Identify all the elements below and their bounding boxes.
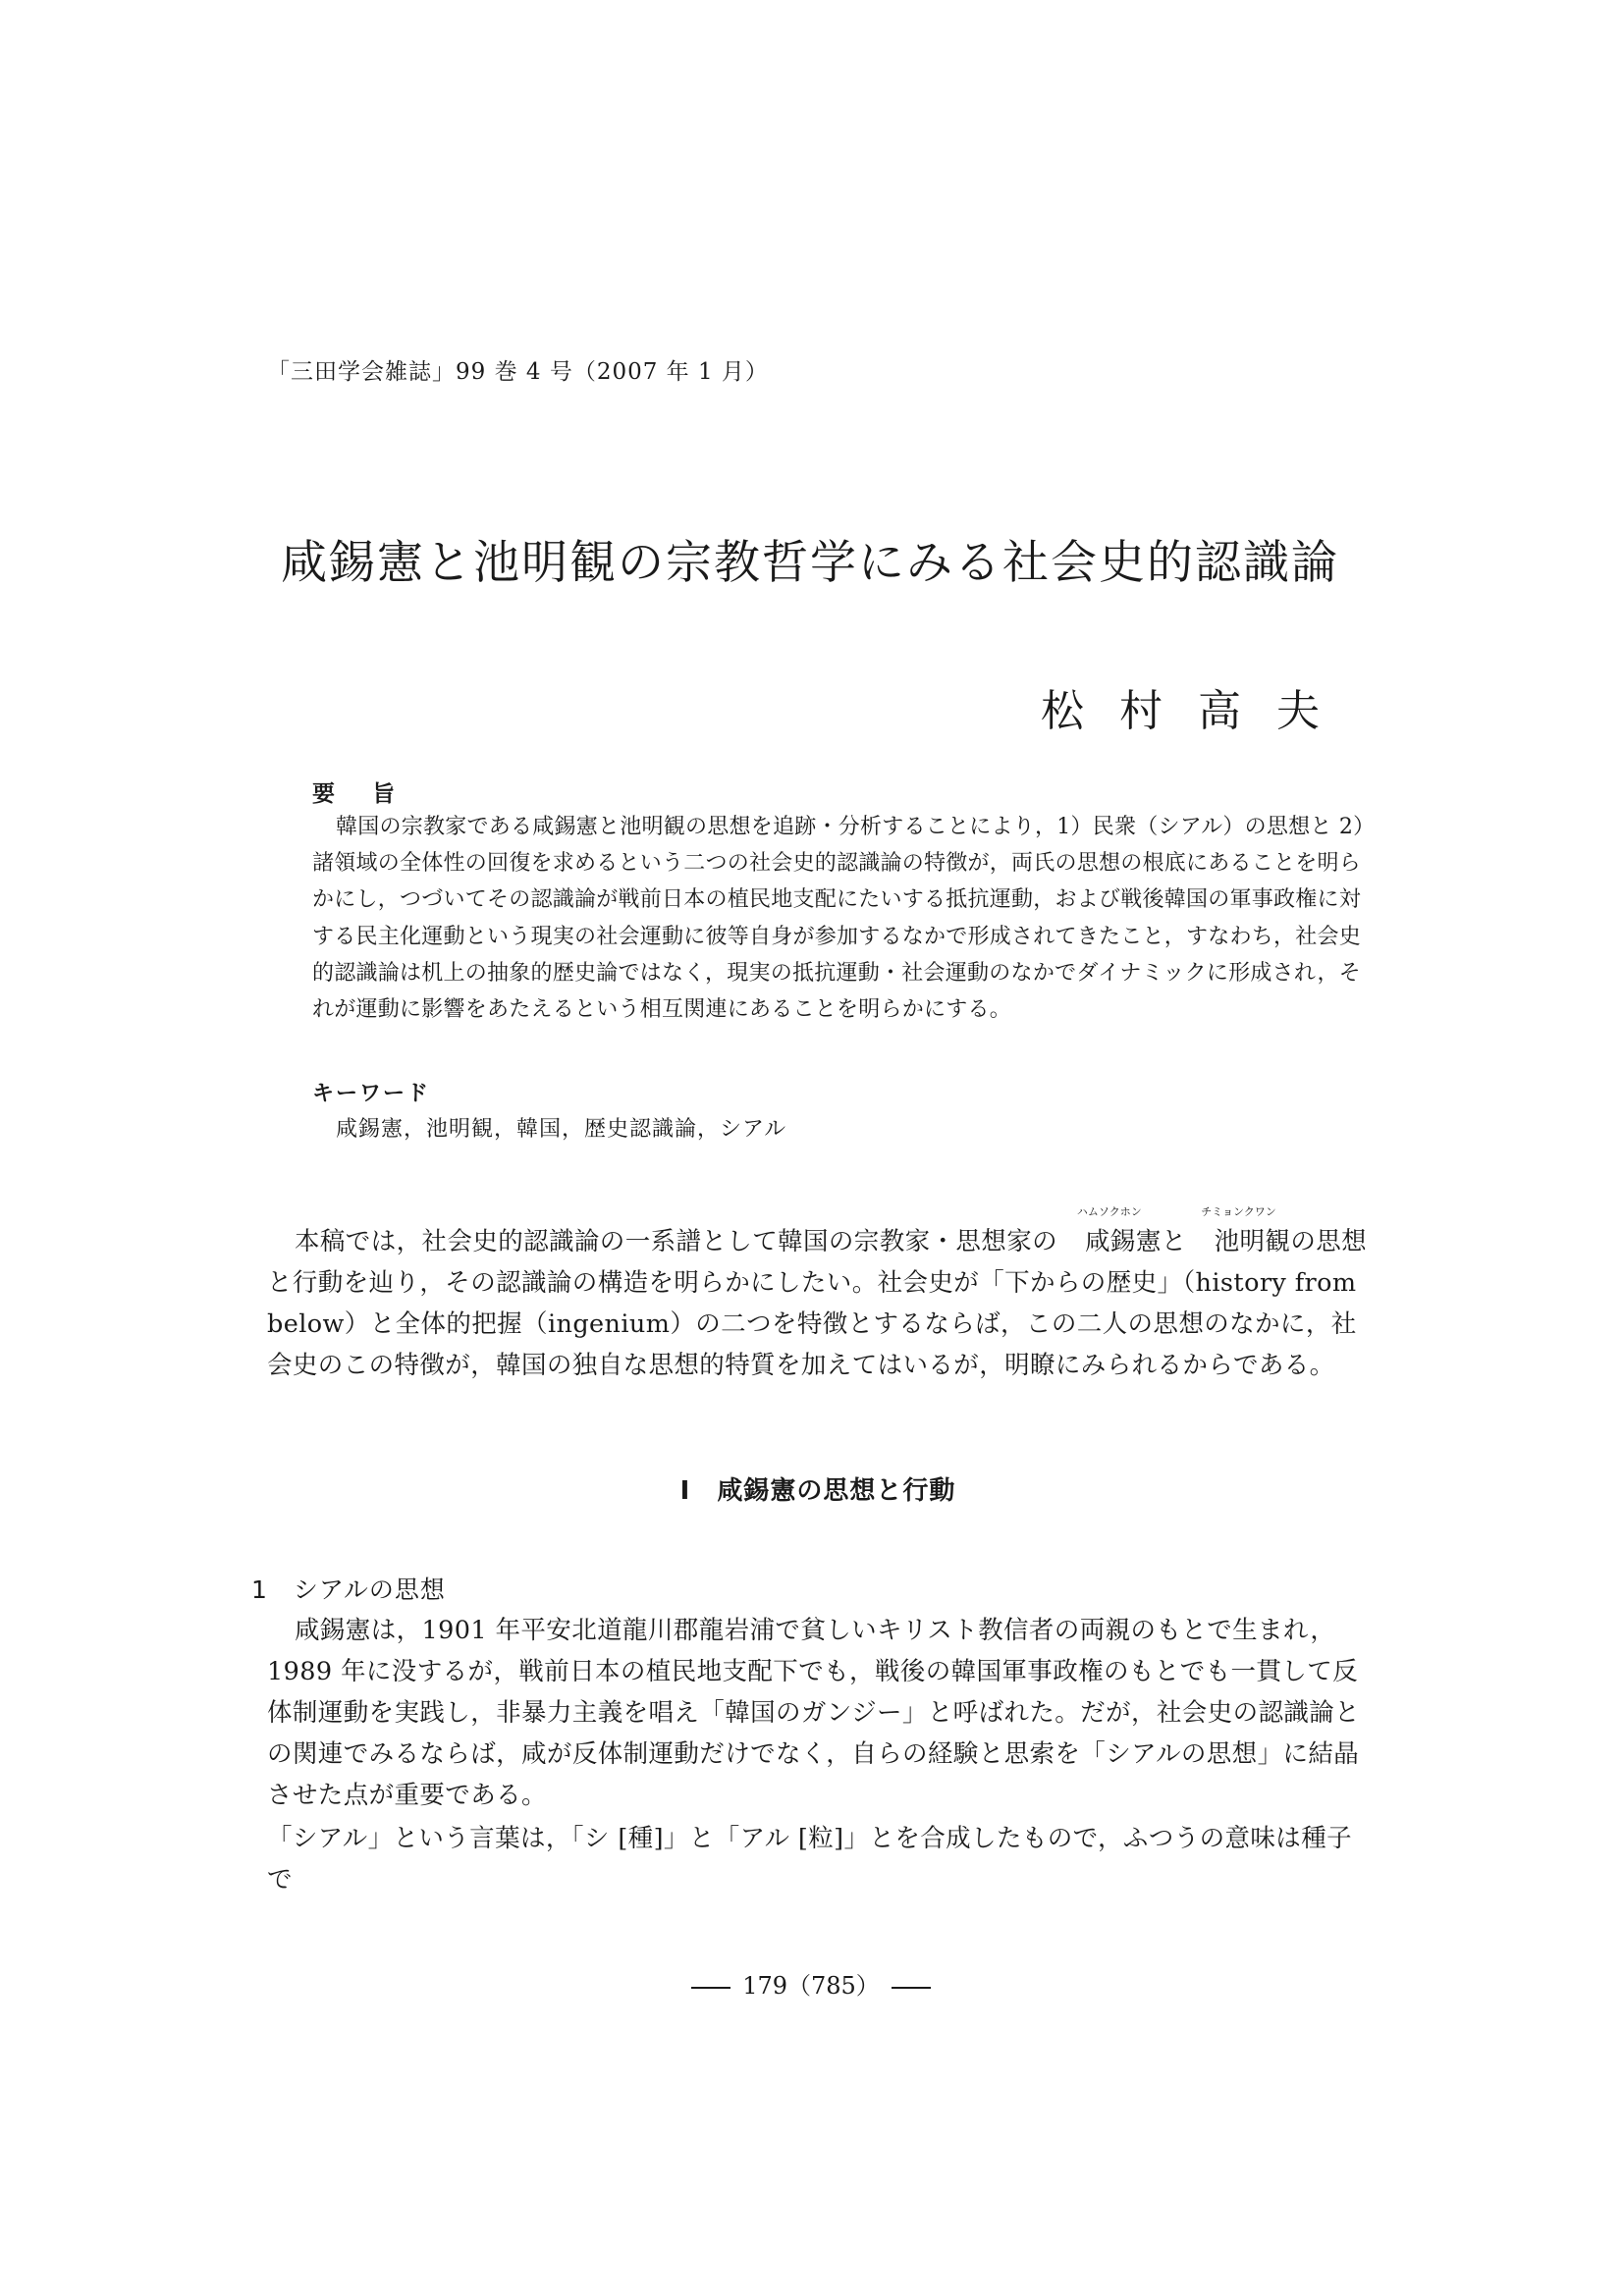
keywords-list: 咸錫憲，池明観，韓国，歴史認識論，シアル [336,1117,787,1142]
name-chi-myong-kwan-kanji: 池明観 [1214,1227,1291,1256]
ruby-ham-sok-hon: ハムソクホン [1076,1205,1142,1218]
intro-paragraph [267,1205,1369,1386]
paper-title: 咸錫憲と池明観の宗教哲学にみる社会史的認識論 [281,536,1339,590]
name-ham-sok-hon-kanji: 咸錫憲 [1085,1227,1162,1256]
journal-citation: 「三田学会雑誌」99 巻 4 号（2007 年 1 月） [267,359,769,385]
page-number: 179（785） [742,1972,880,2000]
keywords-heading: キーワード [312,1082,431,1106]
name-chi-myong-kwan [1187,1205,1291,1262]
intro-text-part1: 本稿では，社会史的認識論の一系譜として韓国の宗教家・思想家の [295,1227,1058,1256]
footer-dash-right [892,1987,931,1989]
intro-connector: と [1161,1227,1187,1256]
body-paragraph-1: 咸錫憲は，1901 年平安北道龍川郡龍岩浦で貧しいキリスト教信者の両親のもとで生まれ，1989 年に没するが，戦前日本の植民地支配下でも，戦後の韓国軍事政権のもとでも一貫して反体制運動を実践し，非暴力主義を唱え「韓国のガンジー」と呼ばれた。だが，社会史の認識論との関連でみるならば，咸が反体制運動だけでなく，自らの経験と思索を「シアルの思想」に結晶させた点が重要である。 [267,1616,1361,1810]
body-paragraph-2: 「シアル」という言葉は，「シ [種]」と「アル [粒]」とを合成したもので，ふつうの意味は種子で [267,1824,1353,1895]
abstract-body: 韓国の宗教家である咸錫憲と池明観の思想を追跡・分析することにより，1）民衆（シアル）の思想と 2）諸領域の全体性の回復を求めるという二つの社会史的認識論の特徴が，両氏の思想の根底にあることを明らかにし，つづいてその認識論が戦前日本の植民地支配にたいする抵抗運動，および戦後韓国の軍事政権に対する民主化運動という現実の社会運動に彼等自身が参加するなかで形成されてきたこと，すなわち，社会史的認識論は机上の抽象的歴史論ではなく，現実の抵抗運動・社会運動のなかでダイナミックに形成され，それが運動に影響をあたえるという相互関連にあることを明らかにする。 [312,815,1365,1023]
name-ham-sok-hon [1057,1205,1162,1262]
footer-dash-left [691,1987,730,1989]
page-footer [664,1966,958,2001]
section-heading: I 咸錫憲の思想と行動 [679,1476,956,1506]
intro-text-part2: の思想と行動を辿り，その認識論の構造を明らかにしたい。社会史が「下からの歴史」（history from below）と全体的把握（ingenium）の二つを特徴とするならば，この二人の思想のなかに，社会史のこの特徴が，韓国の独自な思想的特質を加えてはいるが，明瞭にみられるからである。 [267,1227,1368,1380]
author-name: 松村高夫 [1041,686,1355,736]
subsection-heading: 1 シアルの思想 [251,1575,446,1604]
ruby-chi-myong-kwan: チミョンクワン [1201,1205,1276,1218]
abstract-heading: 要旨 [312,781,432,807]
